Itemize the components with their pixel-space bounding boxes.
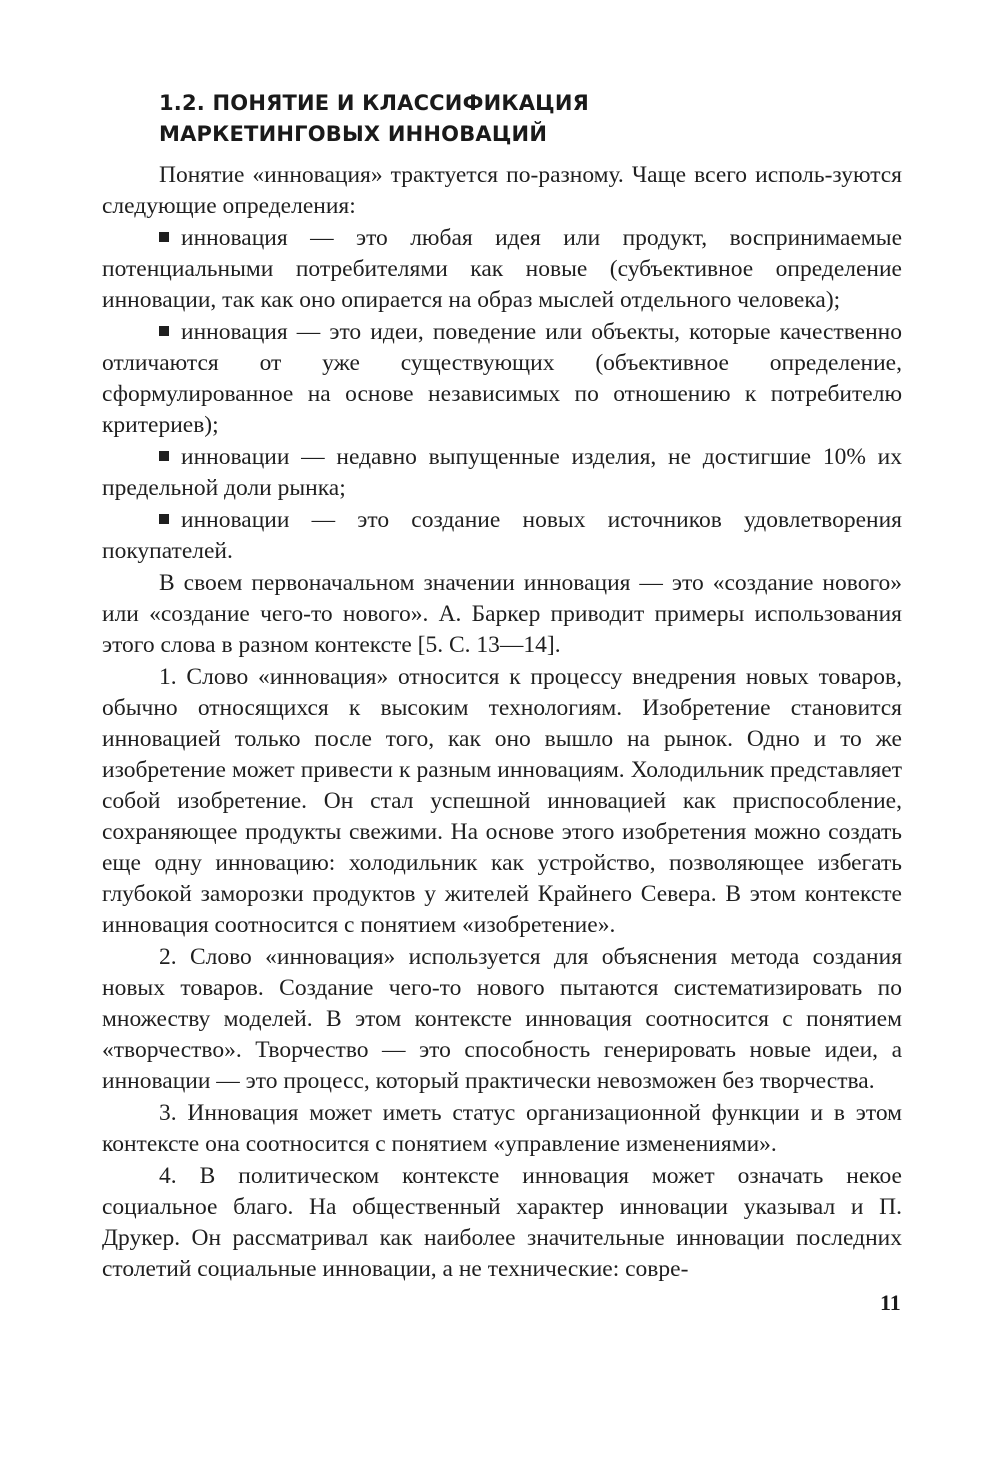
definition-item: [102, 442, 902, 504]
definition-text: инновация — это любая идея или продукт, воспринимаемые потенциальными потребителями как новые (субъективное определение инновации, так как оно опирается на образ мыслей отдельного человека);: [102, 225, 902, 313]
square-bullet-icon: [159, 232, 169, 242]
square-bullet-icon: [159, 451, 169, 461]
body-paragraph: В своем первоначальном значении инновация — это «создание нового» или «создание чего-то нового». А. Баркер приводит примеры использования этого слова в разном контексте [5. С. 13—14].: [102, 570, 902, 658]
definition-item: [102, 223, 902, 316]
definition-text: инновация — это идеи, поведение или объекты, которые качественно отличаются от уже существующих (объективное определение, сформулированное на основе независимых по отношению к потребителю критериев);: [102, 319, 902, 438]
square-bullet-icon: [159, 326, 169, 336]
definition-text: инновации — это создание новых источников удовлетворения покупателей.: [102, 507, 902, 564]
body-paragraph: 3. Инновация может иметь статус организационной функции и в этом контексте она соотносится с понятием «управление изменениями».: [102, 1100, 902, 1157]
page-number: 11: [880, 1290, 901, 1315]
definition-item: [102, 317, 902, 441]
square-bullet-icon: [159, 514, 169, 524]
definition-text: инновации — недавно выпущенные изделия, не достигшие 10% их предельной доли рынка;: [102, 444, 902, 501]
body-paragraph: 1. Слово «инновация» относится к процессу внедрения новых товаров, обычно относящихся к высоким технологиям. Изобретение становится инновацией только после того, как оно вышло на рынок. Одно и то же изобретение может привести к разным инновациям. Холодильник представляет собой изобретение. Он стал успешной инновацией как приспособление, сохраняющее продукты свежими. На основе этого изобретения можно создать еще одну инновацию: холодильник как устройство, позволяющее избегать глубокой заморозки продуктов у жителей Крайнего Севера. В этом контексте инновация соотносится с понятием «изобретение».: [102, 664, 902, 938]
heading-line-2: МАРКЕТИНГОВЫХ ИННОВАЦИЙ: [159, 122, 548, 146]
definition-item: [102, 505, 902, 567]
intro-paragraph: Понятие «инновация» трактуется по-разному. Чаще всего исполь-зуются следующие определения:: [102, 162, 902, 219]
page-content: [102, 88, 902, 1286]
body-text: [102, 160, 902, 1285]
body-paragraph: 2. Слово «инновация» используется для объяснения метода создания новых товаров. Создание чего-то нового пытаются систематизировать по множеству моделей. В этом контексте инновация соотносится с понятием «творчество». Творчество — это способность генерировать новые идеи, а инновации — это процесс, который практически невозможен без творчества.: [102, 944, 902, 1094]
section-heading: [159, 88, 902, 150]
heading-line-1: 1.2. ПОНЯТИЕ И КЛАССИФИКАЦИЯ: [159, 91, 590, 115]
body-paragraph: 4. В политическом контексте инновация может означать некое социальное благо. На общественный характер инновации указывал и П. Друкер. Он рассматривал как наиболее значительные инновации последних столетий социальные инновации, а не технические: совре-: [102, 1163, 902, 1282]
